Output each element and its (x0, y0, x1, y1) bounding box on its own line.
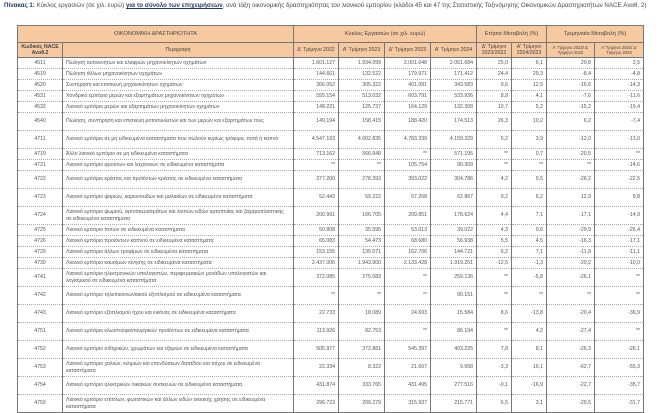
q4-2022-cell: 296.723 (294, 395, 339, 413)
table-row (18, 305, 644, 323)
q1-2024-cell: 39.022 (431, 225, 477, 236)
q1-2024-cell: 15.584 (431, 305, 477, 323)
quarterly-change-2023-cell: -26,2 (547, 171, 595, 189)
header-annual-group: Ετήσια Μεταβολή (%) (477, 26, 547, 43)
q4-2023-cell: 164.129 (385, 102, 431, 113)
description-cell: Λιανικό εμπόριο ψαριών, καρκινοειδών και μαλακίων σε ειδικευμένα καταστήματα (63, 189, 294, 207)
annual-change-q4-cell: ** (477, 149, 512, 160)
nace-code-cell: 4719 (18, 149, 63, 160)
quarterly-change-2024-cell: 2,5 (595, 58, 644, 69)
description-cell: Λιανικό εμπόριο εξοπλισμού ήχου και εικόνας σε ειδικευμένα καταστήματα (63, 305, 294, 323)
q1-2023-cell: 132.522 (339, 69, 385, 80)
nace-code-cell: 4725 (18, 225, 63, 236)
q4-2023-cell: 68.680 (385, 236, 431, 247)
table-row (18, 80, 644, 91)
table-row (18, 225, 644, 236)
header-turnover-group: Κύκλος Εργασιών (σε χιλ. ευρώ) (294, 26, 477, 43)
annual-change-q1-cell: 3,1 (512, 395, 547, 413)
annual-change-q1-cell: -1,3 (512, 258, 547, 269)
quarterly-change-2024-cell: 9,8 (595, 189, 644, 207)
annual-change-q4-cell: 8,8 (477, 91, 512, 102)
q1-2024-cell: 144.721 (431, 247, 477, 258)
nace-code-cell: 4742 (18, 287, 63, 305)
q1-2024-cell: 174.513 (431, 113, 477, 131)
quarterly-change-2023-cell: 12,9 (547, 189, 595, 207)
q4-2022-cell: 65.083 (294, 236, 339, 247)
q4-2022-cell: 153.155 (294, 247, 339, 258)
quarterly-change-2023-cell: -7,6 (547, 91, 595, 102)
col-header-quarterly-2024: Α' Τρίμηνο 2024/ Δ' Τρίμηνο 2023 (595, 43, 644, 58)
q4-2023-cell: 4.783.339 (385, 131, 431, 149)
col-header-q4-2022: Δ' Τρίμηνο 2022 (294, 43, 339, 58)
quarterly-change-2023-cell: ** (547, 287, 595, 305)
annual-change-q4-cell: -3,3 (477, 359, 512, 377)
q1-2023-cell: 209.279 (339, 395, 385, 413)
annual-change-q1-cell: ** (512, 160, 547, 171)
q1-2023-cell: 166.705 (339, 207, 385, 225)
description-cell: Λιανικό εμπόριο προϊόντων καπνού σε ειδικευμένα καταστήματα (63, 236, 294, 247)
annual-change-q4-cell: 5,5 (477, 236, 512, 247)
annual-change-q4-cell: -0,1 (477, 377, 512, 395)
q1-2023-cell: 1.934.099 (339, 58, 385, 69)
table-row (18, 207, 644, 225)
annual-change-q1-cell: 9,6 (512, 225, 547, 236)
annual-change-q1-cell: 29,3 (512, 69, 547, 80)
q1-2024-cell: 86.194 (431, 323, 477, 341)
annual-change-q4-cell: -12,5 (477, 258, 512, 269)
q4-2023-cell: 24.693 (385, 305, 431, 323)
quarterly-change-2023-cell: -17,1 (547, 207, 595, 225)
q1-2023-cell: 372.881 (339, 341, 385, 359)
q4-2022-cell: 22.733 (294, 305, 339, 323)
q4-2023-cell: ** (385, 149, 431, 160)
annual-change-q4-cell: 5,2 (477, 131, 512, 149)
annual-change-q1-cell: -16,9 (512, 377, 547, 395)
annual-change-q4-cell: 4,3 (477, 225, 512, 236)
q1-2024-cell: 1.919.251 (431, 258, 477, 269)
description-cell: Πώληση άλλων μηχανοκίνητων οχημάτων (63, 69, 294, 80)
quarterly-change-2023-cell: -22,7 (547, 377, 595, 395)
description-cell: Λιανικό εμπόριο ηλεκτρονικών υπολογιστών, περιφερειακών μονάδων υπολογιστών και λογισμικού σε ειδικευμένα καταστήματα (63, 269, 294, 287)
annual-change-q1-cell: 3,9 (512, 131, 547, 149)
nace-code-cell: 4532 (18, 102, 63, 113)
table-row (18, 359, 644, 377)
description-cell: Λιανικό εμπόριο κρέατος και προϊόντων κρέατος σε ειδικευμένα καταστήματα (63, 171, 294, 189)
q4-2023-cell: 315.937 (385, 395, 431, 413)
description-cell: Λιανικό εμπόριο σε μη ειδικευμένα καταστήματα που πωλούν κυρίως τρόφιμα, ποτά ή καπνό (63, 131, 294, 149)
annual-change-q4-cell: ** (477, 160, 512, 171)
table-row (18, 171, 644, 189)
annual-change-q4-cell: 4,4 (477, 207, 512, 225)
col-header-q1-2024: Α' Τρίμηνο 2024 (431, 43, 477, 58)
q1-2024-cell: 56.938 (431, 236, 477, 247)
table-row (18, 91, 644, 102)
q4-2022-cell: 713.162 (294, 149, 339, 160)
annual-change-q1-cell: 16,1 (512, 359, 547, 377)
description-cell: Λιανικό εμπόριο μερών και εξαρτημάτων μηχανοκίνητων οχημάτων (63, 102, 294, 113)
nace-code-cell: 4752 (18, 341, 63, 359)
quarterly-change-2024-cell: -14,3 (595, 80, 644, 91)
annual-change-q4-cell: 9,6 (477, 80, 512, 91)
quarterly-change-2024-cell: -13,0 (595, 131, 644, 149)
q4-2022-cell: 505.977 (294, 341, 339, 359)
nace-code-cell: 4751 (18, 323, 63, 341)
q1-2023-cell: 135.071 (339, 247, 385, 258)
quarterly-change-2023-cell: -29,9 (547, 225, 595, 236)
q4-2023-cell: ** (385, 269, 431, 287)
quarterly-change-2024-cell: ** (595, 323, 644, 341)
q4-2022-cell: 366.052 (294, 80, 339, 91)
turnover-table (17, 25, 644, 413)
q1-2023-cell: 82.753 (339, 323, 385, 341)
quarterly-change-2024-cell: ** (595, 269, 644, 287)
q4-2023-cell: ** (385, 287, 431, 305)
description-cell: Λιανικό εμπόριο ψωμιού, αρτοσκευασμάτων και λοιπών ειδών αρτοποιίας και ζαχαροπλαστικής σε ειδικευμένα καταστήματα (63, 207, 294, 225)
annual-change-q1-cell: 7,1 (512, 247, 547, 258)
q4-2023-cell: 2.001.048 (385, 58, 431, 69)
annual-change-q4-cell: 26,3 (477, 113, 512, 131)
q1-2024-cell: 132.308 (431, 102, 477, 113)
description-cell: Λιανικό εμπόριο φρούτων και λαχανικών σε ειδικευμένα καταστήματα (63, 160, 294, 171)
q1-2024-cell: 403.225 (431, 341, 477, 359)
q4-2023-cell: 393.022 (385, 171, 431, 189)
nace-code-cell: 4726 (18, 236, 63, 247)
description-cell: Λιανικό εμπόριο τηλεπικοινωνιακού εξοπλισμού σε ειδικευμένα καταστήματα (63, 287, 294, 305)
nace-code-cell: 4519 (18, 69, 63, 80)
caption-text-after: , ανά τάξη οικονομικής δραστηριότητας του λιανικού εμπορίου (κλάδοι 45 και 47 της Στατιστικής Ταξινόμησης Οικονομικών Δραστηριοτήτων NACE Αναθ. 2) (222, 2, 647, 9)
q4-2022-cell: 200.991 (294, 207, 339, 225)
q1-2024-cell: 2.051.684 (431, 58, 477, 69)
q1-2023-cell: 54.473 (339, 236, 385, 247)
quarterly-change-2024-cell: -26,4 (595, 225, 644, 236)
col-header-q4-2023: Δ' Τρίμηνο 2023 (385, 43, 431, 58)
q4-2022-cell: 431.874 (294, 377, 339, 395)
table-row (18, 160, 644, 171)
table-row (18, 149, 644, 160)
caption-text-before: Κύκλος εργασιών (σε χιλ. ευρώ) (34, 2, 126, 9)
nace-code-cell: 4743 (18, 305, 63, 323)
description-cell: Λιανικό εμπόριο σιδηρικών, χρωμάτων και τζαμιών σε ειδικευμένα καταστήματα (63, 341, 294, 359)
q1-2024-cell: 4.159.329 (431, 131, 477, 149)
q1-2023-cell: 305.322 (339, 80, 385, 91)
q1-2024-cell: 533.936 (431, 91, 477, 102)
q4-2022-cell: 555.154 (294, 91, 339, 102)
q4-2022-cell: 50.808 (294, 225, 339, 236)
table-row (18, 69, 644, 80)
q4-2022-cell: 4.547.193 (294, 131, 339, 149)
q1-2023-cell: 278.393 (339, 171, 385, 189)
q4-2023-cell: 53.013 (385, 225, 431, 236)
q4-2022-cell: 113.926 (294, 323, 339, 341)
quarterly-change-2023-cell: -27,4 (547, 323, 595, 341)
description-cell: Λιανικό εμπόριο χαλιών, κιλιμιών και επενδύσεων δαπέδου και τοίχου σε ειδικευμένα καταστήματα (63, 359, 294, 377)
col-header-code: Κωδικός NACE Αναθ.2 (18, 43, 63, 58)
quarterly-change-2024-cell: -14,6 (595, 160, 644, 171)
q4-2022-cell: ** (294, 160, 339, 171)
annual-change-q1-cell: 12,5 (512, 80, 547, 91)
quarterly-change-2024-cell: -36,9 (595, 305, 644, 323)
quarterly-change-2024-cell: -31,7 (595, 395, 644, 413)
quarterly-change-2023-cell: -20,4 (547, 305, 595, 323)
annual-change-q4-cell: 6,5 (477, 395, 512, 413)
quarterly-change-2024-cell: ** (595, 149, 644, 160)
nace-code-cell: 4753 (18, 359, 63, 377)
annual-change-q4-cell: ** (477, 287, 512, 305)
q1-2023-cell: ** (339, 160, 385, 171)
description-cell: Πώληση, συντήρηση και επισκευή μοτοσυκλετών και των μερών και εξαρτημάτων τους (63, 113, 294, 131)
annual-change-q1-cell: 6,2 (512, 189, 547, 207)
q4-2023-cell: 603.791 (385, 91, 431, 102)
annual-change-q1-cell: 7,1 (512, 207, 547, 225)
annual-change-q1-cell: 6,1 (512, 58, 547, 69)
q1-2023-cell: 158.415 (339, 113, 385, 131)
description-cell: Χονδρικό εμπόριο μερών και εξαρτημάτων μηχανοκίνητων οχημάτων (63, 91, 294, 102)
col-header-annual-q1: Α' Τρίμηνο 2024/2023 (512, 43, 547, 58)
q4-2023-cell: 209.851 (385, 207, 431, 225)
q4-2022-cell: 52.443 (294, 189, 339, 207)
annual-change-q4-cell: 4,2 (477, 171, 512, 189)
table-row (18, 189, 644, 207)
q1-2024-cell: 62.867 (431, 189, 477, 207)
table-row (18, 287, 644, 305)
q4-2023-cell: ** (385, 323, 431, 341)
quarterly-change-2024-cell: -4,8 (595, 69, 644, 80)
nace-code-cell: 4741 (18, 269, 63, 287)
q1-2024-cell: 277.516 (431, 377, 477, 395)
quarterly-change-2024-cell: -35,7 (595, 377, 644, 395)
nace-code-cell: 4759 (18, 395, 63, 413)
q1-2023-cell: 4.002.835 (339, 131, 385, 149)
description-cell: Πώληση αυτοκινήτων και ελαφρών μηχανοκίνητων οχημάτων (63, 58, 294, 69)
annual-change-q4-cell: 10,7 (477, 102, 512, 113)
q1-2024-cell: 571.195 (431, 149, 477, 160)
table-row (18, 341, 644, 359)
table-row (18, 131, 644, 149)
table-row (18, 113, 644, 131)
quarterly-change-2023-cell: -62,7 (547, 359, 595, 377)
q1-2024-cell: 178.624 (431, 207, 477, 225)
annual-change-q1-cell: ** (512, 287, 547, 305)
quarterly-change-2023-cell: -11,8 (547, 247, 595, 258)
q1-2023-cell: 513.032 (339, 91, 385, 102)
annual-change-q1-cell: -5,8 (512, 269, 547, 287)
q4-2022-cell: 377.200 (294, 171, 339, 189)
caption-emphasis: για το σύνολο των επιχειρήσεων (125, 2, 223, 9)
description-cell: Λιανικό εμπόριο επίπλων, φωτιστικών και άλλων ειδών οικιακής χρήσης σε ειδικευμένα καταστήματα (63, 395, 294, 413)
quarterly-change-2024-cell: -11,1 (595, 247, 644, 258)
table-row (18, 247, 644, 258)
quarterly-change-2023-cell: -26,3 (547, 341, 595, 359)
q1-2023-cell: 333.765 (339, 377, 385, 395)
description-cell: Λιανικό εμπόριο άλλων τροφίμων σε ειδικευμένα καταστήματα (63, 247, 294, 258)
q4-2023-cell: 188.420 (385, 113, 431, 131)
quarterly-change-2024-cell: -55,3 (595, 359, 644, 377)
nace-code-cell: 4711 (18, 131, 63, 149)
q4-2022-cell: 148.221 (294, 102, 339, 113)
header-quarterly-group: Τριμηνιαία Μεταβολή (%) (547, 26, 644, 43)
col-header-quarterly-2023: Α' Τρίμηνο 2023/ Δ' Τρίμηνο 2022 (547, 43, 595, 58)
annual-change-q1-cell: 4,1 (512, 91, 547, 102)
quarterly-change-2023-cell: -26,1 (547, 269, 595, 287)
table-caption (4, 1, 654, 10)
q4-2022-cell: 1.601.127 (294, 58, 339, 69)
q4-2022-cell: 144.661 (294, 69, 339, 80)
quarterly-change-2024-cell: ** (595, 287, 644, 305)
q4-2023-cell: 545.397 (385, 341, 431, 359)
q4-2023-cell: 431.495 (385, 377, 431, 395)
caption-label: Πίνακας 1: (4, 2, 35, 9)
q1-2023-cell: 125.737 (339, 102, 385, 113)
q4-2023-cell: 105.754 (385, 160, 431, 171)
q1-2023-cell: 18.089 (339, 305, 385, 323)
q1-2023-cell: ** (339, 287, 385, 305)
table-row (18, 323, 644, 341)
header-activity-group: ΟΙΚΟΝΟΜΙΚΗ ΔΡΑΣΤΗΡΙΟΤΗΤΑ (18, 26, 294, 43)
annual-change-q1-cell: 9,5 (512, 171, 547, 189)
q1-2023-cell: 1.943.900 (339, 258, 385, 269)
description-cell: Συντήρηση και επισκευή μηχανοκίνητων οχημάτων (63, 80, 294, 91)
nace-code-cell: 4721 (18, 160, 63, 171)
annual-change-q1-cell: -13,8 (512, 305, 547, 323)
annual-change-q4-cell: 25,0 (477, 58, 512, 69)
description-cell: Λιανικό εμπόριο ποτών σε ειδικευμένα καταστήματα (63, 225, 294, 236)
nace-code-cell: 4754 (18, 377, 63, 395)
annual-change-q1-cell: 5,2 (512, 102, 547, 113)
table-row (18, 377, 644, 395)
quarterly-change-2023-cell: 6,2 (547, 113, 595, 131)
q4-2023-cell: 2.133.428 (385, 258, 431, 269)
col-header-q1-2023: Α' Τρίμηνο 2023 (339, 43, 385, 58)
table-row (18, 258, 644, 269)
q1-2023-cell: 275.083 (339, 269, 385, 287)
nace-code-cell: 4531 (18, 91, 63, 102)
description-cell: Λιανικό εμπόριο καυσίμων κίνησης σε ειδικευμένα καταστήματα (63, 258, 294, 269)
table-row (18, 236, 644, 247)
col-header-description: Περιγραφή (63, 43, 294, 58)
q4-2023-cell: 401.081 (385, 80, 431, 91)
quarterly-change-2024-cell: -19,4 (595, 102, 644, 113)
annual-change-q4-cell: 7,8 (477, 341, 512, 359)
annual-change-q4-cell: 24,4 (477, 69, 512, 80)
q4-2022-cell: 372.085 (294, 269, 339, 287)
q1-2024-cell: 9.658 (431, 359, 477, 377)
q1-2024-cell: 90.309 (431, 160, 477, 171)
q1-2023-cell: 8.322 (339, 359, 385, 377)
annual-change-q4-cell: 6,2 (477, 247, 512, 258)
quarterly-change-2023-cell: -20,2 (547, 258, 595, 269)
table-row (18, 269, 644, 287)
nace-code-cell: 4723 (18, 189, 63, 207)
quarterly-change-2023-cell: -12,0 (547, 131, 595, 149)
q1-2024-cell: 215.771 (431, 395, 477, 413)
nace-code-cell: 4540 (18, 113, 63, 131)
quarterly-change-2023-cell: -20,5 (547, 149, 595, 160)
q4-2023-cell: 179.971 (385, 69, 431, 80)
q1-2024-cell: 343.583 (431, 80, 477, 91)
nace-code-cell: 4520 (18, 80, 63, 91)
quarterly-change-2024-cell: -26,1 (595, 341, 644, 359)
quarterly-change-2023-cell: -29,5 (547, 395, 595, 413)
nace-code-cell: 4730 (18, 258, 63, 269)
quarterly-change-2024-cell: -11,6 (595, 91, 644, 102)
nace-code-cell: 4722 (18, 171, 63, 189)
annual-change-q1-cell: 4,2 (512, 323, 547, 341)
q1-2024-cell: 304.786 (431, 171, 477, 189)
quarterly-change-2023-cell: -15,2 (547, 102, 595, 113)
quarterly-change-2024-cell: -17,1 (595, 236, 644, 247)
q4-2022-cell: ** (294, 287, 339, 305)
description-cell: Άλλο λιανικό εμπόριο σε μη ειδικευμένα καταστήματα (63, 149, 294, 160)
q4-2023-cell: 57.268 (385, 189, 431, 207)
q4-2022-cell: 2.437.006 (294, 258, 339, 269)
annual-change-q4-cell: ** (477, 269, 512, 287)
annual-change-q1-cell: 10,2 (512, 113, 547, 131)
quarterly-change-2024-cell: -14,9 (595, 207, 644, 225)
nace-code-cell: 4729 (18, 247, 63, 258)
q1-2024-cell: 259.136 (431, 269, 477, 287)
nace-code-cell: 4511 (18, 58, 63, 69)
q1-2024-cell: 90.151 (431, 287, 477, 305)
q1-2023-cell: 566.948 (339, 149, 385, 160)
annual-change-q1-cell: 4,5 (512, 236, 547, 247)
description-cell: Λιανικό εμπόριο κλωστοϋφαντουργικών προϊόντων σε ειδικευμένα καταστήματα (63, 323, 294, 341)
quarterly-change-2024-cell: -10,0 (595, 258, 644, 269)
quarterly-change-2023-cell: -16,3 (547, 236, 595, 247)
annual-change-q1-cell: 8,1 (512, 341, 547, 359)
description-cell: Λιανικό εμπόριο ηλεκτρικών οικιακών συσκευών σε ειδικευμένα καταστήματα (63, 377, 294, 395)
q4-2022-cell: 22.334 (294, 359, 339, 377)
q4-2023-cell: 21.607 (385, 359, 431, 377)
quarterly-change-2023-cell: 20,8 (547, 58, 595, 69)
q1-2023-cell: 59.222 (339, 189, 385, 207)
table-row (18, 102, 644, 113)
q1-2023-cell: 35.595 (339, 225, 385, 236)
quarterly-change-2023-cell: ** (547, 160, 595, 171)
quarterly-change-2023-cell: -8,4 (547, 69, 595, 80)
quarterly-change-2024-cell: -7,4 (595, 113, 644, 131)
q1-2024-cell: 171.412 (431, 69, 477, 80)
nace-code-cell: 4724 (18, 207, 63, 225)
annual-change-q1-cell: 0,7 (512, 149, 547, 160)
table-row (18, 395, 644, 413)
quarterly-change-2024-cell: -22,5 (595, 171, 644, 189)
annual-change-q4-cell: 9,2 (477, 189, 512, 207)
quarterly-change-2023-cell: -16,6 (547, 80, 595, 91)
q4-2023-cell: 162.706 (385, 247, 431, 258)
q4-2022-cell: 149.194 (294, 113, 339, 131)
annual-change-q4-cell: ** (477, 323, 512, 341)
annual-change-q4-cell: 8,6 (477, 305, 512, 323)
col-header-annual-q4: Δ' Τρίμηνο 2023/2022 (477, 43, 512, 58)
table-row (18, 58, 644, 69)
